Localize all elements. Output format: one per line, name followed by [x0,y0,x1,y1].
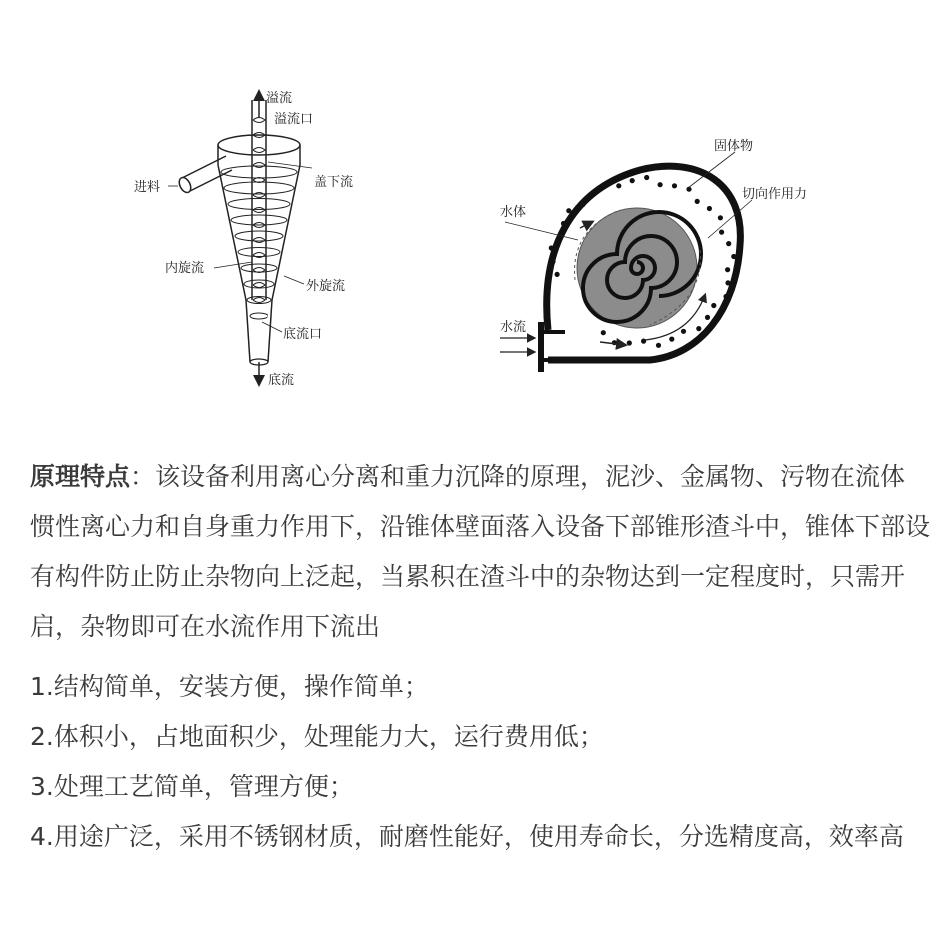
solid-particle [725,280,730,285]
diagrams [0,0,950,440]
solid-particle [644,175,649,180]
solid-particle [695,199,700,204]
label-water-body: 水体 [500,205,527,220]
solid-particle [705,315,710,320]
label-solids: 固体物 [714,139,754,154]
label-feed: 进料 [134,180,161,195]
label-overflow-port: 溢流口 [274,112,314,127]
principle-heading: 原理特点 [30,462,131,491]
solid-particle [681,329,686,334]
solid-particle [555,272,560,277]
feature-item: 4.用途广泛，采用不锈钢材质，耐磨性能好，使用寿命长，分选精度高，效率高 [30,822,904,851]
label-cover-flow: 盖下流 [314,175,354,190]
solid-particle [718,215,723,220]
feature-item: 3.处理工艺简单，管理方便； [30,772,354,801]
solid-particle [566,208,571,213]
label-water-flow: 水流 [500,320,527,335]
principle-paragraph [30,452,930,652]
solid-particle [696,326,701,331]
description [30,452,930,862]
solid-particle [707,206,712,211]
solid-particle [549,245,554,250]
label-tangential-force: 切向作用力 [742,187,808,202]
solid-particle [580,202,585,207]
label-overflow: 溢流 [266,91,293,106]
label-bottom-port: 底流口 [283,327,323,342]
solid-particle [656,343,661,348]
feature-item: 2.体积小，占地面积少，处理能力大，运行费用低； [30,722,604,751]
label-inner-vortex: 内旋流 [165,261,205,276]
solid-particle [719,230,724,235]
solid-particle [561,221,566,226]
tangential-flow-diagram [500,138,807,372]
solid-particle [711,303,716,308]
solid-particle [601,330,606,335]
solid-particle [589,192,594,197]
hydrocyclone-diagram [134,90,353,388]
solid-particle [723,294,728,299]
solid-particle [658,182,663,187]
solid-particle [627,340,632,345]
solid-particle [672,183,677,188]
solid-particle [725,267,730,272]
label-bottom-flow: 底流 [268,373,295,388]
solid-particle [550,259,555,264]
features-list [30,662,930,862]
solid-particle [669,337,674,342]
label-outer-vortex: 外旋流 [306,279,346,294]
solid-particle [630,178,635,183]
solid-particle [641,339,646,344]
solid-particle [726,241,731,246]
solid-particle [731,254,736,259]
feature-item: 1.结构简单，安装方便，操作简单； [30,672,429,701]
principle-text: ：该设备利用离心分离和重力沉降的原理，泥沙、金属物、污物在流体惯性离心力和自身重力作用下，沿锥体壁面落入设备下部锥形渣斗中，锥体下部设有构件防止防止杂物向上泛起，当累积在渣斗中的杂物达到一定程度时，只需开启，杂物即可在水流作用下流出 [30,462,931,641]
solid-particle [601,183,606,188]
solid-particle [616,183,621,188]
